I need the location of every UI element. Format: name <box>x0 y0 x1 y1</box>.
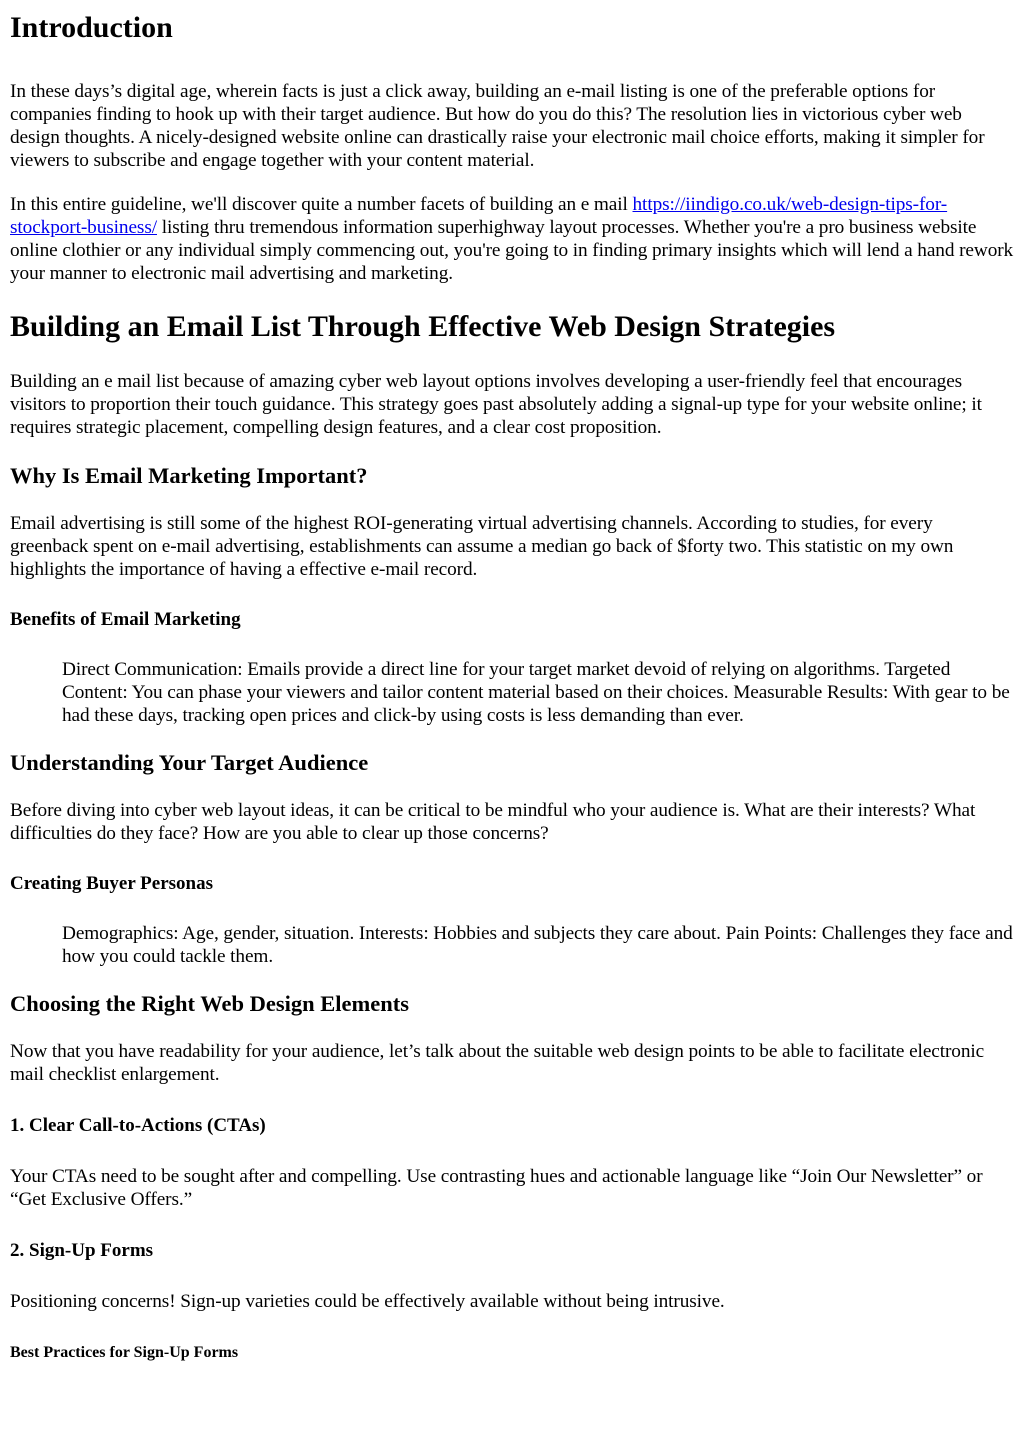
intro-p2-text-before: In this entire guideline, we'll discover quite a number facets of building an e mail <box>10 194 633 215</box>
intro-paragraph-2 <box>10 193 1014 285</box>
intro-p2-text-after: listing thru tremendous information superhighway layout processes. Whether you're a pro business website online clothier or any individual simply commencing out, you're going to in finding primary insights which will lend a hand rework your manner to electronic mail advertising and marketing. <box>10 217 1014 284</box>
audience-heading: Understanding Your Target Audience <box>10 750 369 775</box>
building-heading: Building an Email List Through Effective Web Design Strategies <box>10 310 836 343</box>
benefits-heading: Benefits of Email Marketing <box>10 609 241 630</box>
ctas-paragraph: Your CTAs need to be sought after and compelling. Use contrasting hues and actionable language like “Join Our Newsletter” or “Get Exclusive Offers.” <box>10 1166 983 1210</box>
best-practices-heading: Best Practices for Sign-Up Forms <box>10 1344 239 1361</box>
personas-list: Demographics: Age, gender, situation. Interests: Hobbies and subjects they care about. Pain Points: Challenges they face and how you could tackle them. <box>62 923 1013 967</box>
audience-paragraph: Before diving into cyber web layout ideas, it can be critical to be mindful who your audience is. What are their interests? What difficulties do they face? How are you able to clear up those concerns? <box>10 800 976 844</box>
signup-paragraph: Positioning concerns! Sign-up varieties could be effectively available without being intrusive. <box>10 1291 725 1312</box>
web-design-tips-link[interactable]: https://iindigo.co.uk/web-design-tips-for-stockport-business/ <box>10 194 948 238</box>
intro-paragraph-1: In these days’s digital age, wherein facts is just a click away, building an e-mail listing is one of the preferable options for companies finding to hook up with their target audience. But how do you do this? The resolution lies in victorious cyber web design thoughts. A nicely-designed website online can drastically raise your electronic mail choice efforts, making it simpler for viewers to subscribe and engage together with your content material. <box>10 81 985 171</box>
ctas-heading: 1. Clear Call-to-Actions (CTAs) <box>10 1115 266 1136</box>
signup-heading: 2. Sign-Up Forms <box>10 1240 154 1261</box>
document <box>0 10 1024 1363</box>
benefits-list: Direct Communication: Emails provide a direct line for your target market devoid of relying on algorithms. Targeted Content: You can phase your viewers and tailor content material based on their choices. Measurable Results: With gear to be had these days, tracking open prices and click-by using costs is less demanding than ever. <box>62 659 1010 726</box>
building-paragraph: Building an e mail list because of amazing cyber web layout options involves developing a user-friendly feel that encourages visitors to proportion their touch guidance. This strategy goes past absolutely adding a signal-up type for your website online; it requires strategic placement, compelling design features, and a clear cost proposition. <box>10 371 982 438</box>
why-paragraph: Email advertising is still some of the highest ROI-generating virtual advertising channels. According to studies, for every greenback spent on e-mail advertising, establishments can assume a median go back of $forty two. This statistic on my own highlights the importance of having a effective e-mail record. <box>10 513 954 580</box>
elements-heading: Choosing the Right Web Design Elements <box>10 991 410 1016</box>
personas-heading: Creating Buyer Personas <box>10 873 214 894</box>
why-heading: Why Is Email Marketing Important? <box>10 463 368 488</box>
elements-paragraph: Now that you have readability for your audience, let’s talk about the suitable web design points to be able to facilitate electronic mail checklist enlargement. <box>10 1041 985 1085</box>
intro-heading: Introduction <box>10 11 173 44</box>
